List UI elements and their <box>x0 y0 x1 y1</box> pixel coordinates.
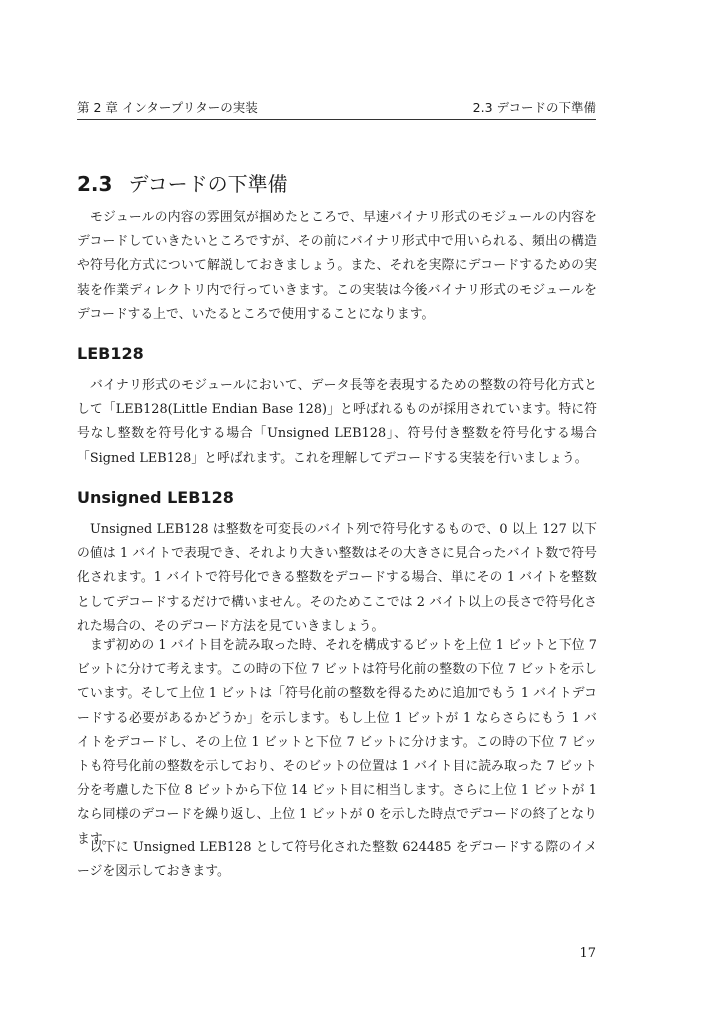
intro-paragraph: モジュールの内容の雰囲気が掴めたところで、早速バイナリ形式のモジュールの内容をデコードしていきたいところですが、その前にバイナリ形式中で用いられる、頻出の構造や符号化方式について解説しておきましょう。また、それを実際にデコードするための実装を作業ディレクトリ内で行っていきます。この実装は今後バイナリ形式のモジュールをデコードする上で、いたるところで使用することになります。 <box>77 210 597 322</box>
chapter-header: 第 2 章 インタープリターの実装 <box>77 100 258 115</box>
unsigned-paragraph-3: 以下に Unsigned LEB128 として符号化された整数 624485 をデコードする際のイメージを図示しておきます。 <box>77 840 597 880</box>
unsigned-paragraph-2: まず初めの 1 バイト目を読み取った時、それを構成するビットを上位 1 ビットと下位 7 ビットに分けて考えます。この時の下位 7 ビットは符号化前の整数の下位 7 ビットを示しています。そして上位 1 ビットは「符号化前の整数を得るために追加でもう 1 バイトデコードする必要があるかどうか」を示します。もし上位 1 ビットが 1 ならさらにもう 1 バイトをデコードし、その上位 1 ビットと下位 7 ビットに分けます。この時の下位 7 ビットも符号化前の整数を示しており、そのビットの位置は 1 バイト目に読み取った 7 ビット分を考慮した下位 8 ビットから下位 14 ビット目に相当します。さらに上位 1 ビットが 1 なら同様のデコードを繰り返し、上位 1 ビットが 0 を示した時点でデコードの終了となります。 <box>77 638 598 847</box>
unsigned-paragraph-1: Unsigned LEB128 は整数を可変長のバイト列で符号化するもので、0 以上 127 以下の値は 1 バイトで表現でき、それより大きい整数はその大きさに見合ったバイト数で符号化されます。1 バイトで符号化できる整数をデコードする場合、単にその 1 バイトを整数としてデコードするだけで構いません。そのためここでは 2 バイト以上の長さで符号化された場合の、そのデコード方法を見ていきましょう。 <box>77 522 597 634</box>
leb128-heading: LEB128 <box>77 344 144 363</box>
section-title-text: デコードの下準備 <box>128 172 288 196</box>
unsigned-leb128-heading: Unsigned LEB128 <box>77 488 234 507</box>
running-header <box>77 99 596 120</box>
section-number: 2.3 <box>77 172 113 196</box>
page-number: 17 <box>579 946 596 961</box>
leb128-paragraph: バイナリ形式のモジュールにおいて、データ長等を表現するための整数の符号化方式として「LEB128(Little Endian Base 128)」と呼ばれるものが採用されています。特に符号なし整数を符号化する場合「Unsigned LEB128」、符号付き整数を符号化する場合「Signed LEB128」と呼ばれます。これを理解してデコードする実装を行いましょう。 <box>77 378 597 466</box>
section-header: 2.3 デコードの下準備 <box>472 100 596 115</box>
section-title <box>77 170 288 198</box>
